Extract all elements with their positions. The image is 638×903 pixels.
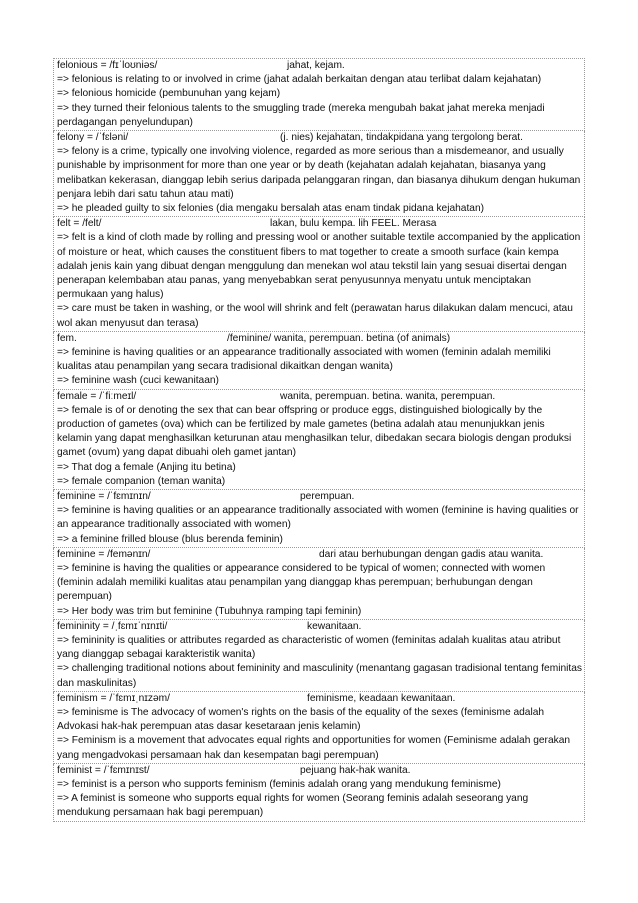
entry-heading <box>57 332 582 346</box>
entry-term: femininity = /ˌfɛmɪˈnɪnɪti/ <box>57 620 168 632</box>
entry-example: => Feminism is a movement that advocates equal rights and opportunities for women (Feminisme adalah gerakan yang mengadvokasi persamaan hak dan kesempatan bagi perempuan) <box>57 735 571 761</box>
entry-example: => feminist is a person who supports feminism (feminis adalah orang yang mendukung feminisme) <box>57 779 501 790</box>
entry-term: female = /ˈfiːmeɪl/ <box>57 390 137 402</box>
entry-example: => female is of or denoting the sex that can bear offspring or produce eggs, distinguished biologically by the production of gametes (ova) which can be fertilized by male gametes (betina adalah atau menunjukkan jenis kelamin yang dapat menghasilkan keturunan atau menghasilkan telur, dibedakan secara biologis dengan produksi gamet (ovum) yang dapat dibuahi oleh gamet jantan) <box>57 404 572 459</box>
entry-translation: jahat, kejam. <box>287 60 345 71</box>
entry-heading <box>57 490 582 504</box>
entry-translation: wanita, perempuan. betina. wanita, perempuan. <box>280 390 496 402</box>
dictionary-entry <box>53 58 585 131</box>
entry-example: => feminine is having the qualities or appearance considered to be typical of women; connected with women (feminin adalah memiliki kualitas atau penampilan yang dianggap khas perempuan; berhubungan dengan perempuan) <box>57 563 546 603</box>
entry-heading <box>57 131 582 145</box>
entry-example: => felt is a kind of cloth made by rolling and pressing wool or another suitable textile accompanied by the application of moisture or heat, which causes the constituent fibers to mat together to create a smooth surface (kain kempa adalah jenis kain yang dibuat dengan menggulung dan menekan wol atau tekstil lain yang sesuai disertai dengan penerapan kelembaban atau panas, yang menyebabkan serat penyusunnya menyatu untuk menciptakan permukaan yang halus) <box>57 232 581 301</box>
entry-translation: lakan, bulu kempa. lih FEEL. Merasa <box>270 218 437 230</box>
entry-translation: (j. nies) kejahatan, tindakpidana yang tergolong berat. <box>280 132 523 143</box>
entry-example: => a feminine frilled blouse (blus berenda feminin) <box>57 533 283 545</box>
entry-example: => That dog a female (Anjing itu betina) <box>57 461 236 473</box>
entry-example: => felonious is relating to or involved in crime (jahat adalah berkaitan dengan atau terlibat dalam kejahatan) <box>57 74 542 86</box>
entry-heading <box>57 548 582 562</box>
entry-heading <box>57 764 582 778</box>
entry-term: fem. <box>57 332 77 344</box>
entry-example: => they turned their felonious talents to the smuggling trade (mereka mengubah bakat jahat mereka menjadi perdagangan penyelundupan) <box>57 102 545 128</box>
entry-heading <box>57 217 582 231</box>
entry-term: felony = /ˈfɛləni/ <box>57 132 129 143</box>
entry-example: => Her body was trim but feminine (Tubuhnya ramping tapi feminin) <box>57 605 362 617</box>
entry-translation: dari atau berhubungan dengan gadis atau wanita. <box>319 548 544 560</box>
entry-example: => he pleaded guilty to six felonies (dia mengaku bersalah atas enam tindak pidana kejahatan) <box>57 203 485 214</box>
dictionary-entry <box>53 332 585 390</box>
entry-example: => femininity is qualities or attributes regarded as characteristic of women (feminitas adalah kualitas atau atribut yang dianggap sebagai karakteristik wanita) <box>57 635 561 661</box>
entry-term: felt = /felt/ <box>57 218 102 230</box>
dictionary-entry <box>53 390 585 490</box>
entry-example: => care must be taken in washing, or the wool will shrink and felt (perawatan harus dilakukan dalam mencuci, atau wol akan menyusut dan terasa) <box>57 303 573 329</box>
entry-example: => female companion (teman wanita) <box>57 475 226 487</box>
entry-term: feminine = /ˈfɛmɪnɪn/ <box>57 491 151 503</box>
dictionary-entry <box>53 548 585 620</box>
dictionary-document <box>53 58 585 822</box>
dictionary-entry <box>53 131 585 217</box>
entry-example: => feminine is having qualities or an appearance traditionally associated with women (feminin adalah memiliki kualitas atau penampilan yang secara tradisional dikaitkan dengan wanita) <box>57 347 551 373</box>
entry-translation: kewanitaan. <box>307 620 362 632</box>
entry-heading <box>57 59 582 73</box>
entry-heading <box>57 390 582 404</box>
dictionary-entry <box>53 490 585 548</box>
dictionary-entry <box>53 217 585 332</box>
entry-example: => felonious homicide (pembunuhan yang kejam) <box>57 88 281 100</box>
entry-term: feminine = /femənɪn/ <box>57 548 151 560</box>
entry-example: => felony is a crime, typically one involving violence, regarded as more serious than a misdemeanor, and usually punishable by imprisonment for more than one year or by death (kejahatan adalah kejahatan, biasanya yang melibatkan kekerasan, dianggap lebih serius daripada pelanggaran ringan, dan biasanya dihukum dengan hukuman penjara lebih dari satu tahun atau mati) <box>57 146 581 200</box>
entry-example: => feminine wash (cuci kewanitaan) <box>57 375 219 387</box>
entry-term: felonious = /fɪˈloʊniəs/ <box>57 60 158 71</box>
entry-example: => feminisme is The advocacy of women's rights on the basis of the equality of the sexes (feminisme adalah Advokasi hak-hak perempuan atas dasar kesetaraan jenis kelamin) <box>57 707 545 733</box>
entry-term: feminist = /ˈfɛmɪnɪst/ <box>57 764 150 776</box>
entry-heading <box>57 692 582 706</box>
entry-example: => feminine is having qualities or an appearance traditionally associated with women (feminine is having qualities or an appearance traditionally associated with women) <box>57 505 579 531</box>
entry-example: => challenging traditional notions about femininity and masculinity (menantang gagasan tradisional tentang feminitas dan maskulinitas) <box>57 663 582 689</box>
entry-translation: pejuang hak-hak wanita. <box>300 764 411 776</box>
dictionary-entry <box>53 764 585 822</box>
entry-example: => A feminist is someone who supports equal rights for women (Seorang feminis adalah seseorang yang mendukung persamaan hak bagi perempuan) <box>57 793 529 819</box>
dictionary-entry <box>53 620 585 692</box>
entry-translation: feminisme, keadaan kewanitaan. <box>307 692 456 704</box>
entry-term: feminism = /ˈfɛmɪˌnɪzəm/ <box>57 692 170 704</box>
dictionary-entry <box>53 692 585 764</box>
entry-heading <box>57 620 582 634</box>
entry-translation: /feminine/ wanita, perempuan. betina (of animals) <box>227 332 451 344</box>
entry-translation: perempuan. <box>300 491 355 503</box>
